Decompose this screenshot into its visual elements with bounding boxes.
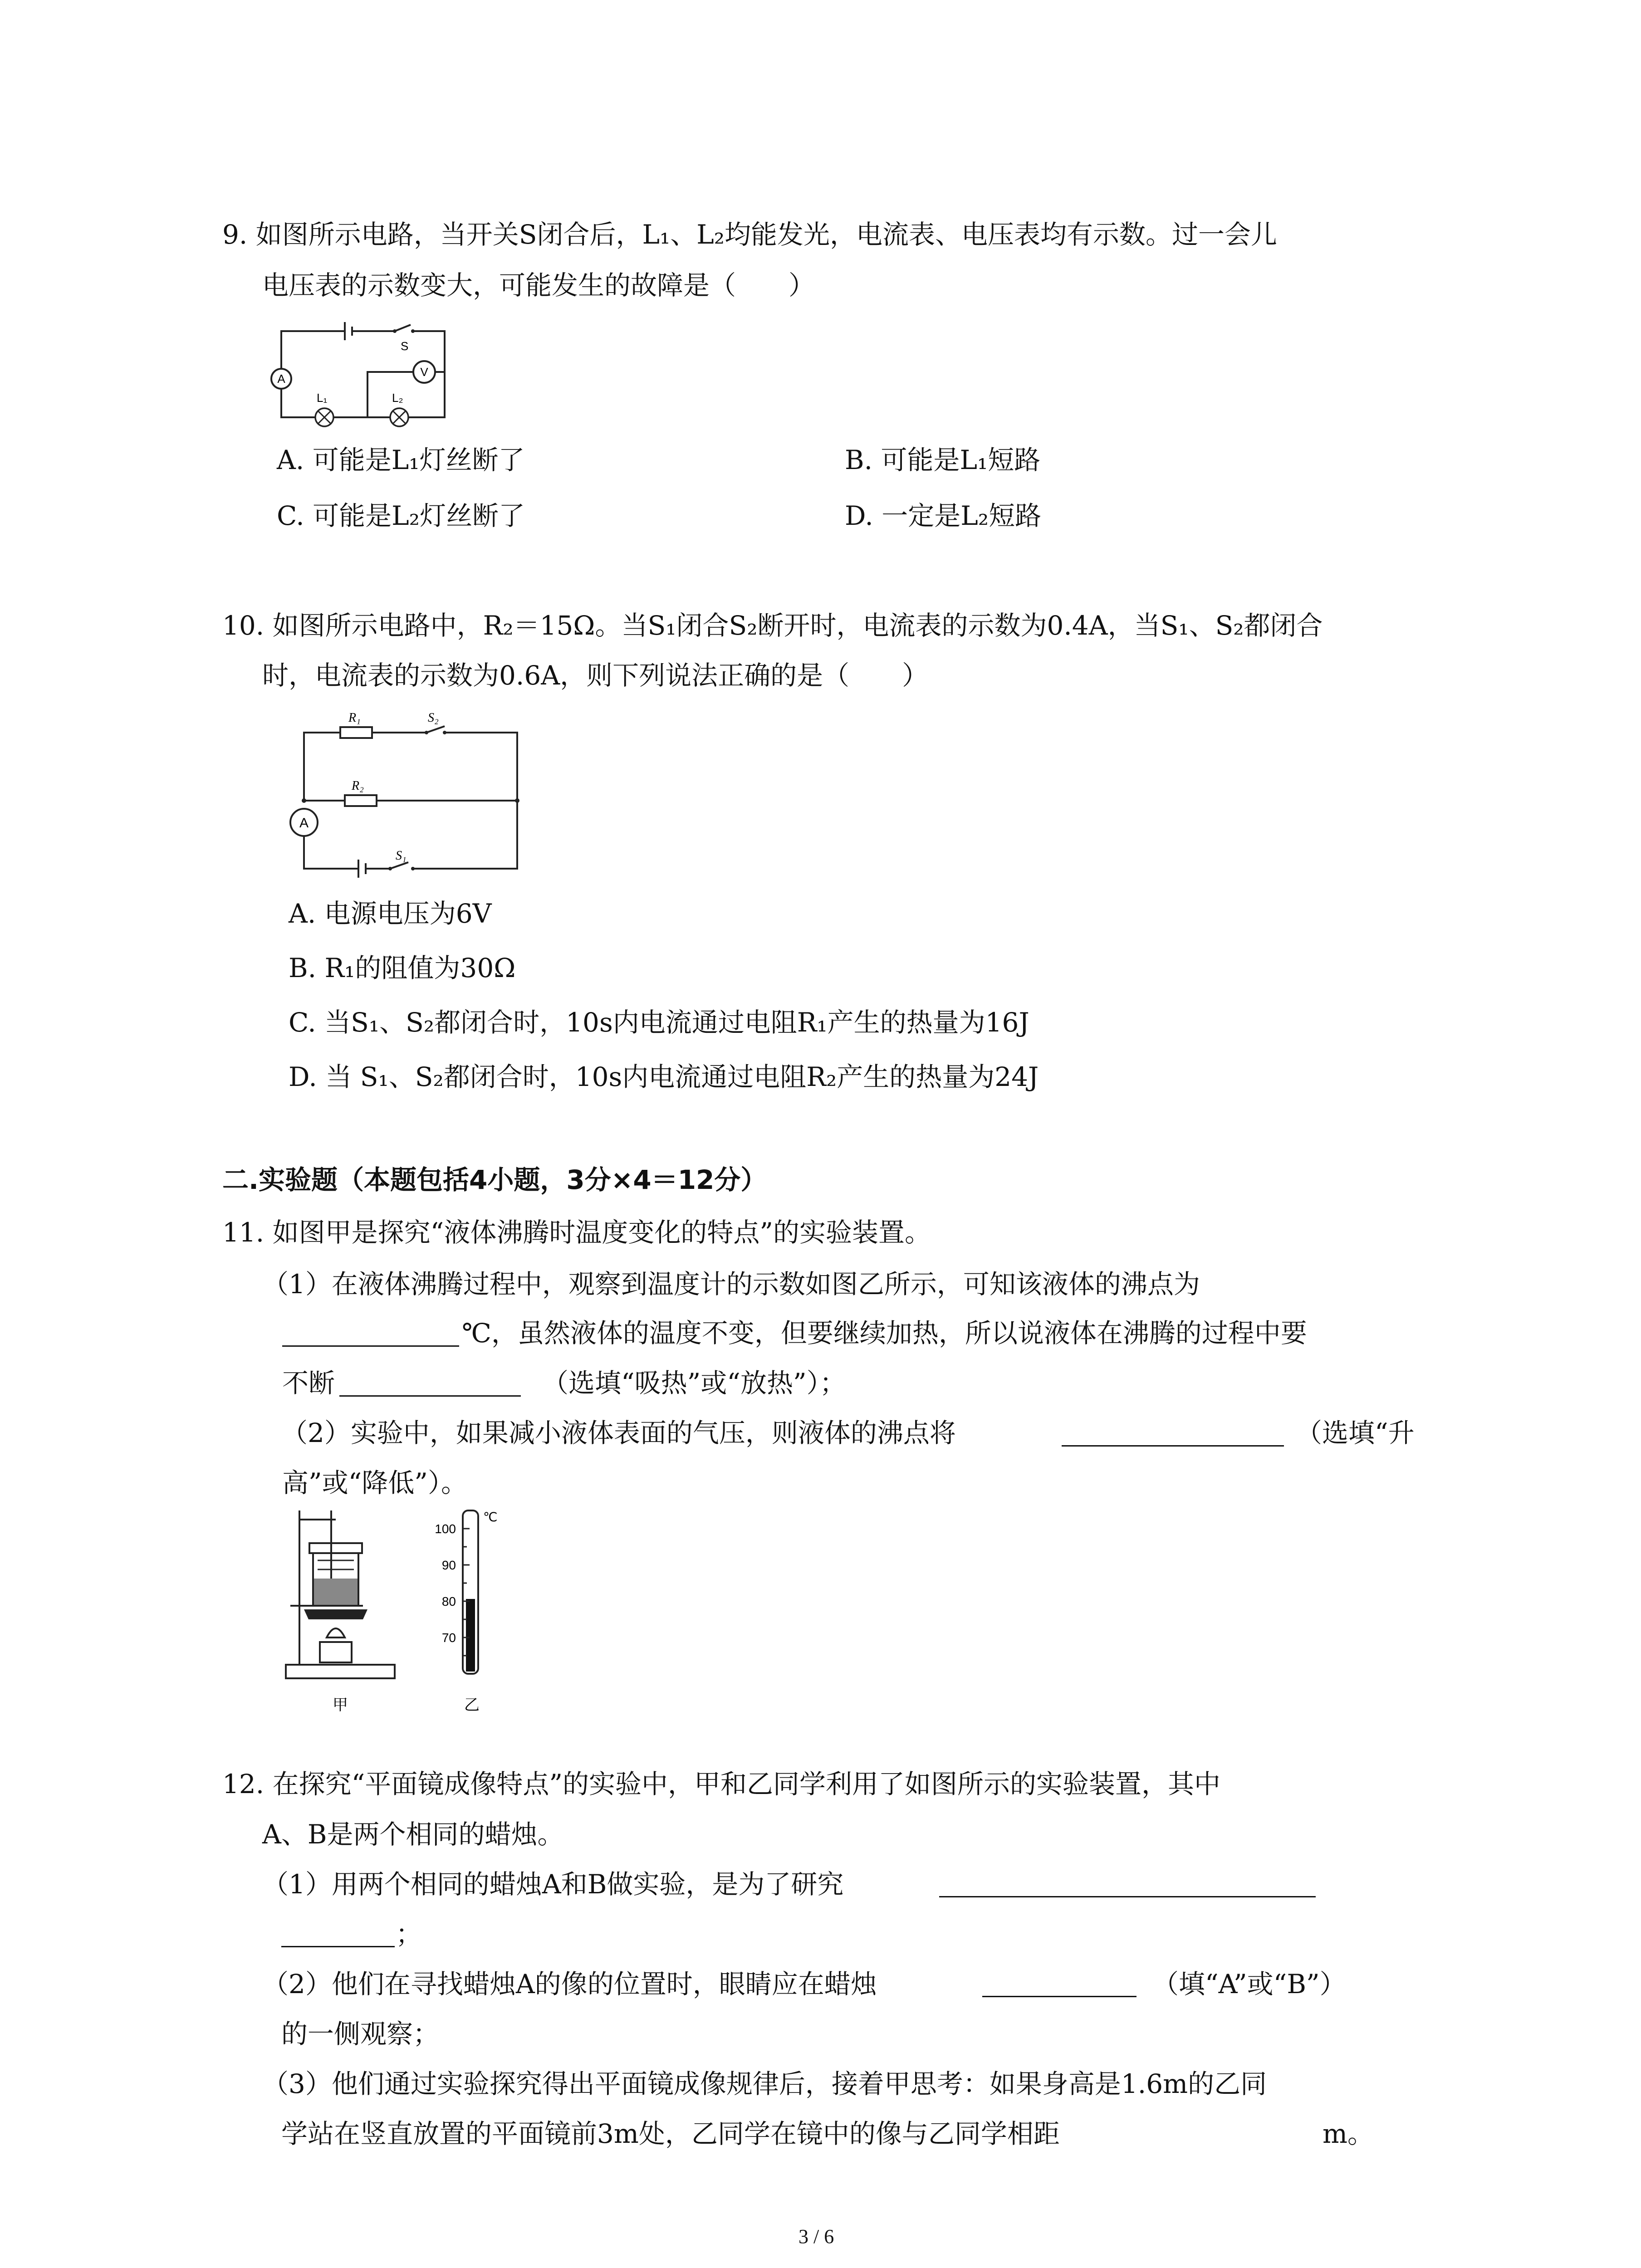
q11-blank-3[interactable] bbox=[1062, 1445, 1284, 1447]
q12-blank-1-cont[interactable] bbox=[281, 1946, 395, 1947]
svg-text:100: 100 bbox=[435, 1522, 456, 1536]
svg-text:℃: ℃ bbox=[483, 1510, 498, 1525]
q12-stem-line2: A、B是两个相同的蜡烛。 bbox=[262, 1819, 564, 1850]
q9-option-b: B. 可能是L₁短路 bbox=[845, 445, 1041, 475]
q12-part2-line1-suffix: （填“A”或“B”） bbox=[1152, 1969, 1346, 1999]
svg-text:L₂: L₂ bbox=[392, 391, 403, 405]
q12-blank-2[interactable] bbox=[982, 1996, 1136, 1997]
svg-text:S: S bbox=[401, 339, 409, 353]
q11-stem: 11. 如图甲是探究“液体沸腾时温度变化的特点”的实验装置。 bbox=[222, 1217, 931, 1248]
q10-option-c: C. 当S₁、S₂都闭合时，10s内电流通过电阻R₁产生的热量为16J bbox=[289, 1007, 1029, 1038]
svg-text:甲: 甲 bbox=[333, 1696, 348, 1714]
q11-part1-line1: （1）在液体沸腾过程中，观察到温度计的示数如图乙所示，可知该液体的沸点为 bbox=[262, 1269, 1200, 1300]
q11-blank-1[interactable] bbox=[282, 1345, 459, 1347]
q12-part3-line2-suffix: m。 bbox=[1323, 2118, 1374, 2149]
q11-part1-line3-suffix: （选填“吸热”或“放热”）； bbox=[542, 1368, 846, 1398]
q12-part3-line2-prefix: 学站在竖直放置的平面镜前3m处，乙同学在镜中的像与乙同学相距 bbox=[281, 2118, 1060, 2149]
page-number: 3 / 6 bbox=[798, 2225, 834, 2248]
q12-part3-line1: （3）他们通过实验探究得出平面镜成像规律后，接着甲思考：如果身高是1.6m的乙同 bbox=[262, 2068, 1267, 2099]
q12-blank-1[interactable] bbox=[939, 1896, 1316, 1897]
q11-part2-line2: 高”或“降低”）。 bbox=[282, 1467, 467, 1498]
svg-text:S₂: S₂ bbox=[428, 711, 439, 725]
q9-option-a: A. 可能是L₁灯丝断了 bbox=[277, 445, 525, 475]
q10-circuit-figure bbox=[277, 701, 531, 882]
q9-circuit-figure bbox=[263, 313, 463, 435]
q11-part2-line1-suffix: （选填“升 bbox=[1296, 1418, 1415, 1448]
svg-text:80: 80 bbox=[441, 1594, 456, 1608]
svg-text:R₂: R₂ bbox=[352, 779, 364, 793]
section-heading: 二.实验题（本题包括4小题，3分×4＝12分） bbox=[222, 1164, 767, 1195]
q12-part2-line1-prefix: （2）他们在寻找蜡烛A的像的位置时，眼睛应在蜡烛 bbox=[262, 1969, 877, 1999]
q9-option-c: C. 可能是L₂灯丝断了 bbox=[277, 500, 525, 531]
svg-text:L₁: L₁ bbox=[317, 391, 328, 405]
svg-text:R₁: R₁ bbox=[348, 711, 361, 725]
q11-apparatus-figure bbox=[277, 1501, 513, 1719]
q11-part1-line2: ℃，虽然液体的温度不变，但要继续加热，所以说液体在沸腾的过程中要 bbox=[462, 1318, 1307, 1349]
svg-text:90: 90 bbox=[441, 1558, 456, 1572]
svg-text:V: V bbox=[420, 365, 428, 379]
q10-option-a: A. 电源电压为6V bbox=[289, 898, 492, 929]
q10-option-d: D. 当 S₁、S₂都闭合时，10s内电流通过电阻R₂产生的热量为24J bbox=[289, 1061, 1039, 1092]
q11-part1-line3-prefix: 不断 bbox=[282, 1368, 335, 1398]
q11-blank-2[interactable] bbox=[339, 1395, 521, 1397]
q9-stem-line2: 电压表的示数变大，可能发生的故障是（ ） bbox=[262, 270, 815, 301]
q12-part2-line2: 的一侧观察； bbox=[281, 2019, 440, 2049]
svg-text:乙: 乙 bbox=[464, 1696, 480, 1714]
q12-part1-line2: ； bbox=[396, 1919, 422, 1950]
q10-option-b: B. R₁的阻值为30Ω bbox=[289, 953, 516, 983]
q10-stem-line1: 10. 如图所示电路中，R₂＝15Ω。当S₁闭合S₂断开时，电流表的示数为0.4A，当S₁、S₂都闭合 bbox=[222, 610, 1323, 641]
svg-text:S₁: S₁ bbox=[396, 849, 407, 863]
q9-option-d: D. 一定是L₂短路 bbox=[845, 500, 1042, 531]
q10-stem-line2: 时，电流表的示数为0.6A，则下列说法正确的是（ ） bbox=[262, 660, 929, 691]
q12-stem-line1: 12. 在探究“平面镜成像特点”的实验中，甲和乙同学利用了如图所示的实验装置，其中 bbox=[222, 1769, 1220, 1799]
svg-text:70: 70 bbox=[441, 1631, 456, 1645]
q11-part2-line1-prefix: （2）实验中，如果减小液体表面的气压，则液体的沸点将 bbox=[281, 1418, 956, 1448]
svg-text:A: A bbox=[299, 816, 309, 831]
svg-text:A: A bbox=[277, 372, 285, 386]
q12-part1-line1: （1）用两个相同的蜡烛A和B做实验，是为了研究 bbox=[262, 1869, 844, 1900]
q9-stem-line1: 9. 如图所示电路，当开关S闭合后，L₁、L₂均能发光，电流表、电压表均有示数。过一会儿 bbox=[222, 219, 1278, 250]
